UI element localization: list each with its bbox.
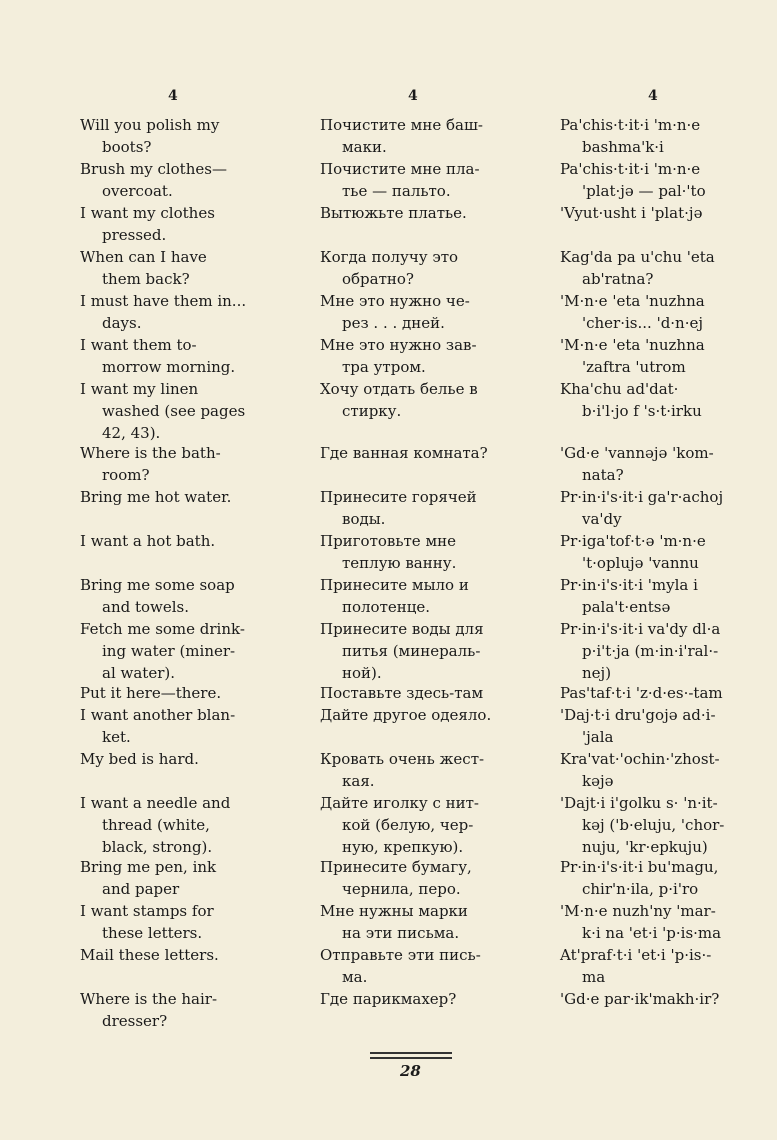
phrase-line: I want a needle and (80, 794, 231, 812)
phrase-line: kəj ('b·eluju, 'chor- (582, 816, 725, 834)
russian-phrase (320, 114, 510, 158)
phrase-line: Принесите воды для (320, 620, 484, 638)
phrase-line: morrow morning. (102, 358, 236, 376)
phrase-line: washed (see pages (102, 402, 246, 420)
transliteration (560, 792, 760, 858)
phrase-line: 'jala (582, 728, 614, 746)
transliteration (560, 486, 760, 530)
phrase-line: chir'n·ila, p·i'ro (582, 880, 699, 898)
phrase-line: 42, 43). (102, 424, 161, 442)
phrase-line: 'zaftra 'utrom (582, 358, 686, 376)
english-phrase (80, 486, 268, 508)
phrase-line: Pa'chis·t·it·i 'm·n·e (560, 160, 701, 178)
english-phrase (80, 704, 268, 748)
phrase-line: Bring me some soap (80, 576, 235, 594)
phrase-line: room? (102, 466, 150, 484)
phrase-line: b·i'l·jo f 's·t·irku (582, 402, 702, 420)
phrase-line: Принесите бумагу, (320, 858, 472, 876)
phrase-line: these letters. (102, 924, 203, 942)
transliteration (560, 334, 760, 378)
phrase-line: Kra'vat·'ochin·'zhost- (560, 750, 720, 768)
russian-phrase (320, 792, 510, 858)
phrase-line: 'Vyut·usht i 'plat·jə (560, 204, 703, 222)
russian-phrase (320, 618, 510, 684)
english-phrase (80, 442, 268, 486)
phrase-line: nuju, 'kr·epkuju) (582, 838, 708, 856)
column-head-english: 4 (168, 88, 178, 104)
phrase-line: I want my linen (80, 380, 199, 398)
phrase-line: Мне это нужно че- (320, 292, 470, 310)
transliteration (560, 378, 760, 422)
phrase-line: Kha'chu ad'dat· (560, 380, 679, 398)
english-phrase (80, 748, 268, 770)
phrase-line: ab'ratna? (582, 270, 654, 288)
phrase-line: Хочу отдать белье в (320, 380, 478, 398)
phrase-line: 'Gd·e par·ik'makh·ir? (560, 990, 720, 1008)
phrase-line: рез . . . дней. (342, 314, 445, 332)
phrase-line: Bring me pen, ink (80, 858, 217, 876)
phrase-line: overcoat. (102, 182, 173, 200)
phrase-line: and paper (102, 880, 180, 898)
russian-phrase (320, 530, 510, 574)
phrase-line: 'Daj·t·i dru'gojə ad·i- (560, 706, 716, 724)
transliteration (560, 704, 760, 748)
phrase-line: ket. (102, 728, 131, 746)
phrase-line: kəjə (582, 772, 614, 790)
transliteration (560, 944, 760, 988)
transliteration (560, 682, 760, 704)
footer-rule-bottom (370, 1057, 452, 1059)
phrase-line: ing water (miner- (102, 642, 236, 660)
phrase-line: обратно? (342, 270, 414, 288)
phrase-line: Pr·in·i's·it·i 'myla i (560, 576, 698, 594)
english-phrase (80, 290, 268, 334)
phrase-line: Дайте другое одеяло. (320, 706, 492, 724)
phrase-line: Pr·in·i's·it·i ga'r·achoj (560, 488, 724, 506)
transliteration (560, 158, 760, 202)
phrase-line: pressed. (102, 226, 167, 244)
phrase-line: Почистите мне пла- (320, 160, 480, 178)
phrase-line: thread (white, (102, 816, 210, 834)
russian-phrase (320, 486, 510, 530)
phrase-line: воды. (342, 510, 386, 528)
transliteration (560, 202, 760, 224)
transliteration (560, 900, 760, 944)
english-phrase (80, 114, 268, 158)
transliteration (560, 574, 760, 618)
phrase-line: 'M·n·e 'eta 'nuzhna (560, 336, 705, 354)
phrase-line: кой (белую, чер- (342, 816, 474, 834)
phrase-line: I want a hot bath. (80, 532, 216, 550)
english-phrase (80, 900, 268, 944)
phrase-line: полотенце. (342, 598, 431, 616)
phrase-line: Fetch me some drink- (80, 620, 245, 638)
phrase-line: Отправьте эти пись- (320, 946, 481, 964)
phrase-line: days. (102, 314, 142, 332)
russian-phrase (320, 246, 510, 290)
phrase-line: I must have them in... (80, 292, 247, 310)
transliteration (560, 442, 760, 486)
column-head-transliteration: 4 (648, 88, 658, 104)
phrase-line: Где парикмахер? (320, 990, 457, 1008)
phrase-line: Where is the hair- (80, 990, 218, 1008)
phrase-line: тра утром. (342, 358, 426, 376)
russian-phrase (320, 290, 510, 334)
phrase-line: Принесите горячей (320, 488, 477, 506)
phrase-line: k·i na 'et·i 'p·is·ma (582, 924, 722, 942)
phrase-line: Pr·iga'tof·t·ə 'm·n·e (560, 532, 706, 550)
phrase-line: Bring me hot water. (80, 488, 232, 506)
english-phrase (80, 988, 268, 1032)
transliteration (560, 246, 760, 290)
english-phrase (80, 202, 268, 246)
phrase-line: 'Dajt·i i'golku s· 'n·it- (560, 794, 718, 812)
phrase-line: Почистите мне баш- (320, 116, 483, 134)
transliteration (560, 114, 760, 158)
phrase-line: питья (минераль- (342, 642, 481, 660)
phrase-line: ма. (342, 968, 368, 986)
phrase-line: чернила, перо. (342, 880, 461, 898)
phrase-line: nata? (582, 466, 624, 484)
transliteration (560, 988, 760, 1010)
phrase-line: ma (582, 968, 606, 986)
english-phrase (80, 378, 268, 444)
phrase-line: 't·oplujə 'vannu (582, 554, 699, 572)
russian-phrase (320, 378, 510, 422)
phrase-line: Kag'da pa u'chu 'eta (560, 248, 715, 266)
phrase-line: My bed is hard. (80, 750, 199, 768)
phrase-line: ную, крепкую). (342, 838, 464, 856)
phrase-line: bashma'k·i (582, 138, 664, 156)
english-phrase (80, 944, 268, 966)
transliteration (560, 618, 760, 684)
phrase-line: nej) (582, 664, 612, 682)
russian-phrase (320, 988, 510, 1010)
russian-phrase (320, 202, 510, 224)
russian-phrase (320, 704, 510, 726)
footer-rule-top (370, 1052, 452, 1054)
phrase-line: va'dy (582, 510, 622, 528)
phrase-line: Кровать очень жест- (320, 750, 485, 768)
phrase-line: 'plat·jə — pal·'to (582, 182, 706, 200)
page-number: 28 (400, 1062, 421, 1080)
english-phrase (80, 334, 268, 378)
phrase-line: p·i't·ja (m·in·i'ral·- (582, 642, 719, 660)
phrase-line: I want stamps for (80, 902, 214, 920)
phrase-line: 'cher·is... 'd·n·ej (582, 314, 704, 332)
phrase-line: Brush my clothes— (80, 160, 227, 178)
phrase-line: pala't·entsə (582, 598, 671, 616)
russian-phrase (320, 442, 510, 464)
phrase-line: When can I have (80, 248, 207, 266)
phrase-line: на эти письма. (342, 924, 460, 942)
phrase-line: стирку. (342, 402, 402, 420)
phrase-line: Когда получу это (320, 248, 459, 266)
phrase-line: them back? (102, 270, 190, 288)
phrase-line: and towels. (102, 598, 190, 616)
phrase-line: ной). (342, 664, 382, 682)
english-phrase (80, 792, 268, 858)
russian-phrase (320, 574, 510, 618)
phrase-line: Will you polish my (80, 116, 220, 134)
phrase-line: dresser? (102, 1012, 168, 1030)
phrase-line: 'M·n·e nuzh'ny 'mar- (560, 902, 716, 920)
phrase-line: al water). (102, 664, 175, 682)
english-phrase (80, 574, 268, 618)
phrase-line: I want them to- (80, 336, 197, 354)
phrase-line: boots? (102, 138, 152, 156)
english-phrase (80, 856, 268, 900)
phrase-line: Mail these letters. (80, 946, 219, 964)
russian-phrase (320, 334, 510, 378)
russian-phrase (320, 682, 510, 704)
phrase-line: I want another blan- (80, 706, 236, 724)
phrase-line: I want my clothes (80, 204, 215, 222)
phrase-line: Дайте иголку с нит- (320, 794, 479, 812)
phrase-line: тье — пальто. (342, 182, 451, 200)
russian-phrase (320, 900, 510, 944)
transliteration (560, 748, 760, 792)
transliteration (560, 290, 760, 334)
phrase-line: 'M·n·e 'eta 'nuzhna (560, 292, 705, 310)
transliteration (560, 530, 760, 574)
phrase-line: маки. (342, 138, 387, 156)
english-phrase (80, 158, 268, 202)
phrase-line: Где ванная комната? (320, 444, 488, 462)
phrase-line: Приготовьте мне (320, 532, 456, 550)
russian-phrase (320, 856, 510, 900)
phrase-line: теплую ванну. (342, 554, 457, 572)
phrase-line: Pas'taf·t·i 'z·d·es·-tam (560, 684, 723, 702)
phrase-line: Pr·in·i's·it·i va'dy dl·a (560, 620, 721, 638)
phrase-line: Мне нужны марки (320, 902, 468, 920)
column-head-russian: 4 (408, 88, 418, 104)
phrase-line: Мне это нужно зав- (320, 336, 477, 354)
english-phrase (80, 682, 268, 704)
phrase-line: Принесите мыло и (320, 576, 469, 594)
phrase-line: кая. (342, 772, 375, 790)
russian-phrase (320, 158, 510, 202)
english-phrase (80, 246, 268, 290)
russian-phrase (320, 748, 510, 792)
english-phrase (80, 530, 268, 552)
phrase-line: Pr·in·i's·it·i bu'magu, (560, 858, 719, 876)
phrase-line: Поставьте здесь-там (320, 684, 484, 702)
russian-phrase (320, 944, 510, 988)
phrase-line: Вытюжьте платье. (320, 204, 467, 222)
phrase-line: At'praf·t·i 'et·i 'p·is·- (560, 946, 712, 964)
phrase-line: black, strong). (102, 838, 213, 856)
phrase-line: Put it here—there. (80, 684, 222, 702)
phrase-line: Where is the bath- (80, 444, 221, 462)
phrase-line: 'Gd·e 'vannəjə 'kom- (560, 444, 714, 462)
phrase-line: Pa'chis·t·it·i 'm·n·e (560, 116, 701, 134)
transliteration (560, 856, 760, 900)
english-phrase (80, 618, 268, 684)
